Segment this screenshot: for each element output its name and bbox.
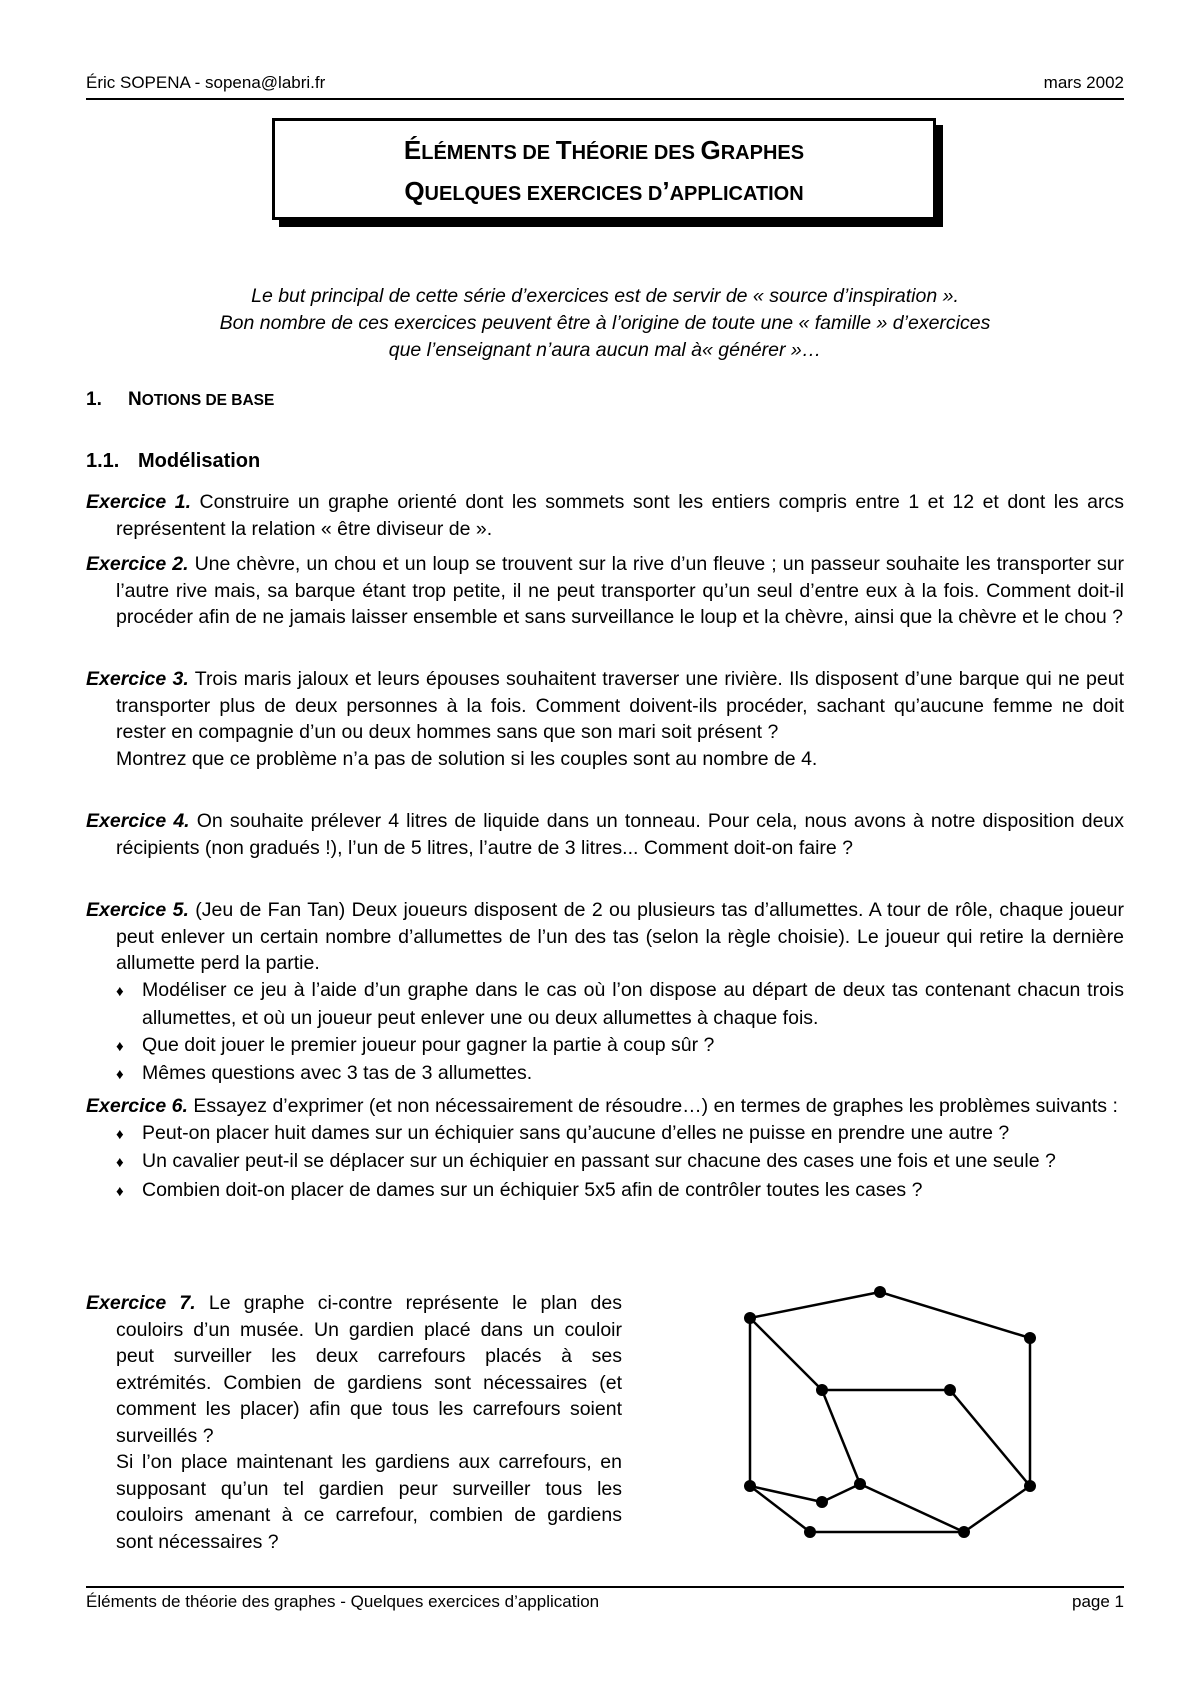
list-item: ♦ Peut-on placer huit dames sur un échiquier sans qu’aucune d’elles ne puisse en prendre une autre ? (116, 1120, 1124, 1149)
graph-vertex (958, 1526, 970, 1538)
intro-line: que l’enseignant n’aura aucun mal à« générer »… (388, 339, 822, 361)
graph-vertex (1024, 1480, 1036, 1492)
list-item: ♦ Modéliser ce jeu à l’aide d’un graphe dans le cas où l’on dispose au départ de deux tas contenant chacun trois allumettes, et où un joueur peut enlever une ou deux allumettes à chaque fois. (116, 978, 1124, 1029)
page-number: page 1 (1072, 1592, 1124, 1611)
exercise-4: Exercice 4. On souhaite prélever 4 litres de liquide dans un tonneau. Pour cela, nous avons à notre disposition deux récipients (non gradués !), l’un de 5 litres, l’autre de 3 litres... Comment doit-on faire ? (86, 810, 1125, 859)
diamond-bullet-icon: ♦ (116, 982, 124, 1000)
graph-edge (750, 1292, 880, 1318)
exercise-2: Exercice 2. Une chèvre, un chou et un loup se trouvent sur la rive d’un fleuve ; un passeur souhaite les transporter sur l’autre rive mais, sa barque étant trop petite, il ne peut transporter qu’un seul d’entre eux à la fois. Comment doit-il procéder afin de ne jamais laisser ensemble et sans surveillance le loup et la chèvre, ainsi que la chèvre et le chou ? (86, 553, 1125, 628)
graph-edge (822, 1390, 860, 1484)
diamond-bullet-icon: ♦ (116, 1037, 124, 1055)
exercise-5: Exercice 5. (Jeu de Fan Tan) Deux joueurs disposent de 2 ou plusieurs tas d’allumettes. A tour de rôle, chaque joueur peut enlever un certain nombre d’allumettes de l’un des tas (selon la règle choisie). Le joueur qui retire la dernière allumette perd la partie. ♦ Modéliser ce jeu à l’aide d’un graphe dans le cas où l’on dispose au départ de deux tas contenant chacun trois allumettes, et où un joueur peut enlever une ou deux allumettes à chaque fois. ♦ Que doit jouer le premier joueur pour gagner la partie à coup sûr ? ♦ Mêmes questions avec 3 tas de 3 allumettes. (86, 897, 1124, 1089)
list-item: ♦ Un cavalier peut-il se déplacer sur un échiquier en passant sur chacune des cases une fois et une seule ? (116, 1148, 1124, 1177)
diamond-bullet-icon: ♦ (116, 1066, 124, 1083)
exercise-label: Exercice 7. (86, 1292, 196, 1314)
section-heading-1-1: 1.1. Modélisation (86, 450, 261, 472)
intro-paragraph (86, 283, 1124, 364)
exercise-1: Exercice 1. Construire un graphe orienté dont les sommets sont les entiers compris entre 1 et 12 et dont les arcs représentent la relation « être diviseur de ». (86, 491, 1125, 540)
exercise-7: Exercice 7. Le graphe ci-contre représente le plan des couloirs d’un musée. Un gardien placé dans un couloir peut surveiller les deux carrefours placés à ses extrémités. Combien de gardiens sont nécessaires (et comment les placer) afin que tous les carrefours soient surveillés ? Si l’on place maintenant les gardiens aux carrefours, en supposant qu’un tel gardien peur surveiller tous les couloirs amenant à ce carrefour, combien de gardiens sont nécessaires ? (86, 1290, 622, 1555)
footer-title: Éléments de théorie des graphes - Quelques exercices d’application (86, 1592, 600, 1611)
page-footer (86, 1586, 1124, 1618)
title-line-1: ÉLÉMENTS DE THÉORIE DES GRAPHES (403, 135, 805, 165)
title-line-2: QUELQUES EXERCICES D’APPLICATION (404, 176, 804, 206)
graph-edge (880, 1292, 1030, 1338)
graph-edge (860, 1484, 964, 1532)
exercise-6: Exercice 6. Essayez d’exprimer (et non nécessairement de résoudre…) en termes de graphes les problèmes suivants : ♦ Peut-on placer huit dames sur un échiquier sans qu’aucune d’elles ne puisse en prendre une autre ? ♦ Un cavalier peut-il se déplacer sur un échiquier en passant sur chacune des cases une fois et une seule ? ♦ Combien doit-on placer de dames sur un échiquier 5x5 afin de contrôler toutes les cases ? (86, 1093, 1124, 1205)
graph-vertex (804, 1526, 816, 1538)
graph-vertex (744, 1480, 756, 1492)
graph-edge (964, 1486, 1030, 1532)
list-item: ♦ Mêmes questions avec 3 tas de 3 allumettes. (116, 1060, 1124, 1089)
diamond-bullet-icon: ♦ (116, 1125, 124, 1143)
graph-edge (822, 1484, 860, 1502)
museum-graph-figure (730, 1278, 1060, 1548)
exercise-label: Exercice 1. (86, 491, 191, 513)
graph-vertex (744, 1312, 756, 1324)
exercise-label: Exercice 6. (86, 1095, 188, 1117)
graph-vertex (874, 1286, 886, 1298)
exercise-label: Exercice 5. (86, 899, 189, 921)
graph-vertex (944, 1384, 956, 1396)
list-item: ♦ Que doit jouer le premier joueur pour gagner la partie à coup sûr ? (116, 1032, 1124, 1061)
intro-line: Le but principal de cette série d’exercices est de servir de « source d’inspiration ». (251, 285, 959, 307)
exercise-6-bullets (86, 1120, 1124, 1206)
header-author: Éric SOPENA - sopena@labri.fr (86, 73, 326, 92)
exercise-label: Exercice 4. (86, 810, 190, 832)
diamond-bullet-icon: ♦ (116, 1182, 124, 1200)
section-heading-1: 1. NOTIONS DE BASE (86, 389, 275, 410)
exercise-5-bullets (86, 977, 1124, 1089)
graph-vertex (854, 1478, 866, 1490)
graph-vertex (816, 1496, 828, 1508)
title-box (272, 118, 936, 220)
diamond-bullet-icon: ♦ (116, 1154, 124, 1171)
list-item: ♦ Combien doit-on placer de dames sur un échiquier 5x5 afin de contrôler toutes les cases ? (116, 1177, 1124, 1206)
graph-edge (950, 1390, 1030, 1486)
exercise-7-followup: Si l’on place maintenant les gardiens aux carrefours, en supposant qu’un tel gardien peur surveiller tous les couloirs amenant à ce carrefour, combien de gardiens sont nécessaires ? (116, 1451, 622, 1553)
intro-line: Bon nombre de ces exercices peuvent être à l’origine de toute une « famille » d’exercices (219, 312, 991, 334)
header-date: mars 2002 (1043, 73, 1124, 92)
exercise-label: Exercice 2. (86, 553, 189, 575)
page-header (86, 70, 1124, 100)
graph-vertex (1024, 1332, 1036, 1344)
graph-edge (750, 1318, 822, 1390)
exercise-3: Exercice 3. Trois maris jaloux et leurs épouses souhaitent traverser une rivière. Ils disposent d’une barque qui ne peut transporter plus de deux personnes à la fois. Comment doivent-ils procéder, sachant qu’aucune femme ne doit rester en compagnie d’un ou deux hommes sans que son mari soit présent ? Montrez que ce problème n’a pas de solution si les couples sont au nombre de 4. (86, 666, 1124, 772)
graph-vertex (816, 1384, 828, 1396)
exercise-3-followup: Montrez que ce problème n’a pas de solution si les couples sont au nombre de 4. (116, 747, 818, 770)
exercise-label: Exercice 3. (86, 668, 189, 690)
